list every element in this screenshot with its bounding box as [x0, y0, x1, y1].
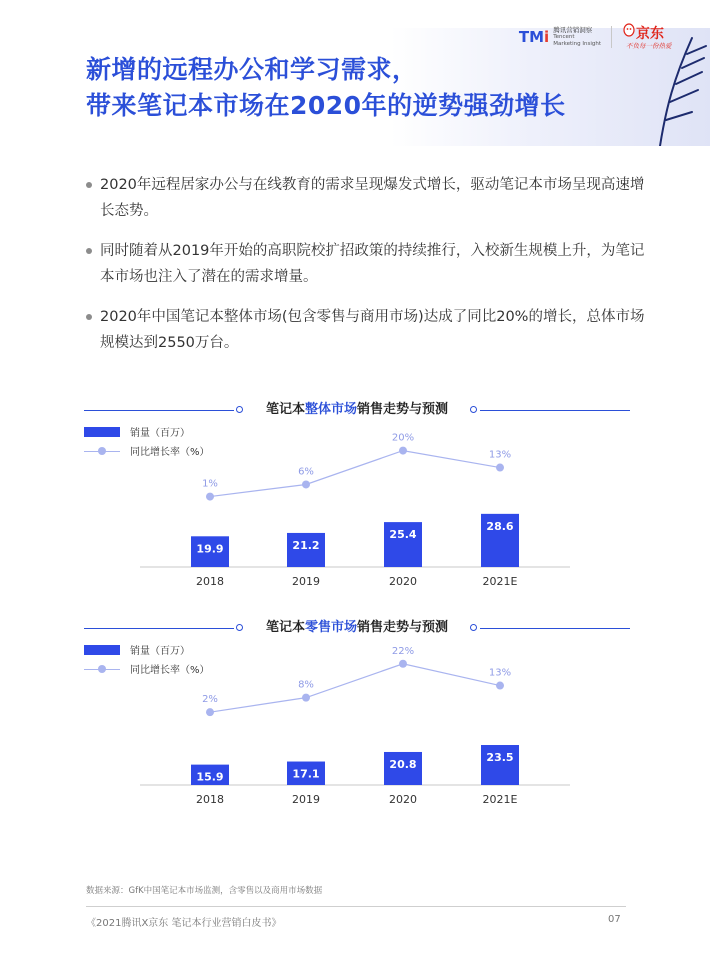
x-tick-label: 2021E — [482, 575, 518, 588]
jd-dog-icon — [622, 22, 636, 38]
x-tick-label: 2019 — [292, 793, 320, 806]
growth-point-2020 — [399, 660, 407, 668]
bar-value-label: 17.1 — [292, 767, 320, 781]
tmi-letters: TM — [518, 28, 545, 46]
data-source-note: 数据来源：GfK中国笔记本市场监测，含零售以及商用市场数据 — [86, 886, 323, 896]
legend-label: 同比增长率（%） — [130, 447, 210, 458]
growth-rate-label: 8% — [298, 679, 314, 691]
growth-rate-line — [210, 451, 500, 497]
page-title-line2: 带来笔记本市场在2020年的逆势强劲增长 — [86, 91, 566, 120]
growth-point-2018 — [206, 493, 214, 501]
chart-overall-market — [84, 400, 630, 600]
growth-point-2020 — [399, 447, 407, 455]
growth-rate-label: 20% — [391, 432, 415, 444]
tmi-en-line1: Tencent — [553, 33, 575, 40]
growth-point-2021E — [496, 464, 504, 472]
growth-point-2018 — [206, 708, 214, 716]
bullet-dot — [86, 182, 92, 188]
x-tick-label: 2020 — [389, 575, 417, 588]
footer-publication-title: 《2021腾讯X京东 笔记本行业营销白皮书》 — [86, 918, 282, 929]
tencent-marketing-insight-logo — [519, 27, 601, 48]
bullet-list — [86, 172, 646, 370]
growth-rate-label: 22% — [391, 645, 415, 657]
jd-logo — [622, 22, 680, 52]
bullet-dot — [86, 314, 92, 320]
tmi-letter-i: i — [544, 28, 550, 46]
page-title-line1: 新增的远程办公和学习需求， — [86, 55, 418, 84]
chart-title: 笔记本零售市场销售走势与预测 — [265, 620, 449, 635]
bullet-text: 2020年中国笔记本整体市场(包含零售与商用市场)达成了同比20%的增长，总体市场规模达到2550万台。 — [100, 309, 645, 351]
growth-point-2021E — [496, 682, 504, 690]
logo-separator — [611, 26, 612, 48]
chart-retail-market — [84, 618, 630, 818]
tmi-en-line2: Marketing Insight — [553, 40, 601, 47]
growth-rate-label: 13% — [488, 449, 512, 461]
x-tick-label: 2020 — [389, 793, 417, 806]
bar-value-label: 19.9 — [196, 542, 224, 556]
legend-label: 销量（百万） — [130, 428, 190, 439]
chart-plot — [84, 618, 630, 818]
legend-label: 销量（百万） — [130, 646, 190, 657]
bullet-item — [86, 172, 646, 224]
growth-rate-label: 1% — [202, 478, 218, 490]
bar-value-label: 25.4 — [389, 528, 417, 542]
growth-rate-label: 13% — [488, 667, 512, 679]
x-tick-label: 2019 — [292, 575, 320, 588]
x-tick-label: 2021E — [482, 793, 518, 806]
chart-title-highlight: 零售市场 — [304, 620, 357, 635]
bar-value-label: 15.9 — [196, 770, 224, 784]
growth-rate-label: 2% — [202, 694, 218, 706]
jd-slogan: 不负每一份热爱 — [626, 42, 672, 50]
bar-value-label: 21.2 — [292, 538, 320, 552]
growth-rate-label: 6% — [298, 466, 314, 478]
growth-rate-line — [210, 664, 500, 712]
growth-point-2019 — [302, 480, 310, 488]
x-tick-label: 2018 — [196, 793, 224, 806]
growth-point-2019 — [302, 694, 310, 702]
page-number: 07 — [608, 914, 621, 925]
tmi-cn-name: 腾讯营销洞察 — [553, 25, 593, 34]
bar-value-label: 28.6 — [486, 519, 514, 533]
brand-logos — [519, 22, 680, 52]
bullet-item — [86, 238, 646, 290]
jd-name: 京东 — [636, 26, 664, 42]
page-title — [86, 52, 566, 124]
bullet-item — [86, 304, 646, 356]
chart-title: 笔记本整体市场销售走势与预测 — [265, 402, 449, 417]
legend-label: 同比增长率（%） — [130, 665, 210, 676]
x-tick-label: 2018 — [196, 575, 224, 588]
bar-value-label: 20.8 — [389, 757, 417, 771]
chart-title-highlight: 整体市场 — [304, 402, 357, 417]
chart-plot — [84, 400, 630, 600]
bullet-dot — [86, 248, 92, 254]
footer-divider — [86, 906, 626, 907]
bullet-text: 2020年远程居家办公与在线教育的需求呈现爆发式增长，驱动笔记本市场呈现高速增长态势。 — [100, 177, 645, 219]
bullet-text: 同时随着从2019年开始的高职院校扩招政策的持续推行，入校新生规模上升，为笔记本市场也注入了潜在的需求增量。 — [100, 243, 645, 285]
bar-value-label: 23.5 — [486, 751, 514, 765]
